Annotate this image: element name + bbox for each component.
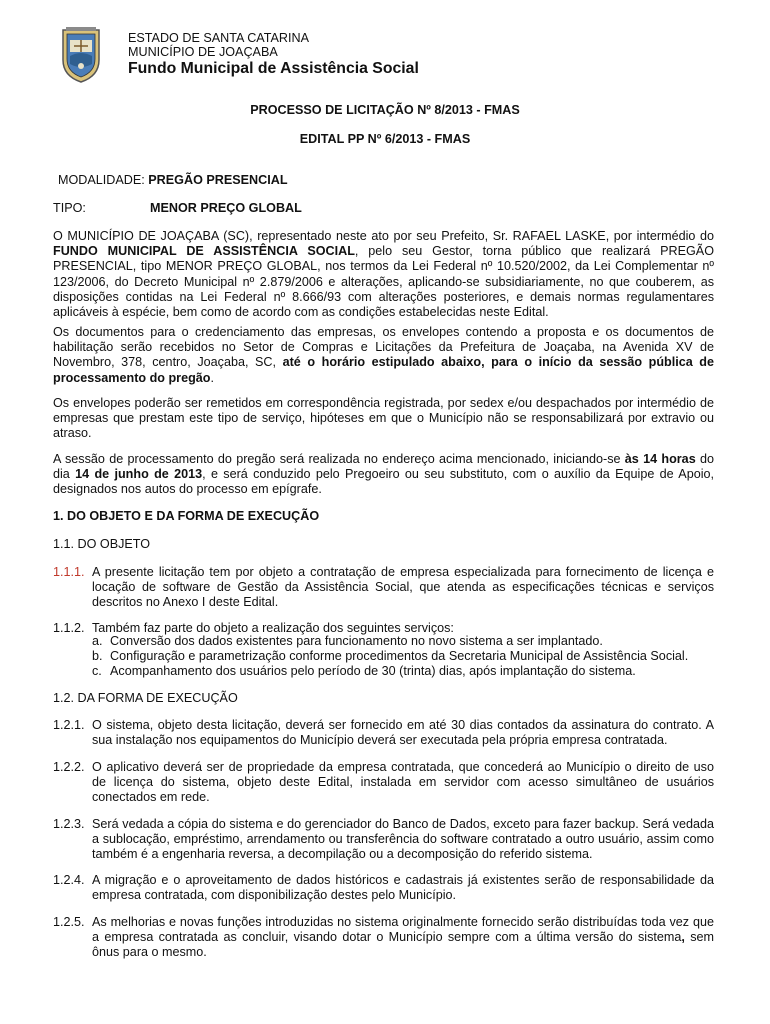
intro-text-a: O MUNICÍPIO DE JOAÇABA (SC), representado neste ato por seu Prefeito, Sr. RAFAEL LASKE, por intermédio do (53, 229, 714, 243)
tipo-value: MENOR PREÇO GLOBAL (150, 201, 302, 215)
item-text: Será vedada a cópia do sistema e do gerenciador do Banco de Dados, exceto para fazer backup. Será vedada a sublocação, empréstimo, arrendamento ou transferência do software contratado a outro usuário, assim como também é a engenharia reversa, a decompilação ou a decomposição do referido sistema. (92, 817, 714, 862)
item-number: 1.2.5. (53, 915, 85, 929)
item-number: 1.2.1. (53, 718, 85, 732)
letterhead-municipality: MUNICÍPIO DE JOAÇABA (128, 44, 278, 59)
item-number: 1.2.3. (53, 817, 85, 831)
documents-text-b: . (210, 370, 214, 385)
services-list (92, 634, 714, 680)
item-number: 1.1.1. (53, 565, 85, 579)
session-paragraph (53, 452, 714, 498)
letterhead-fund: Fundo Municipal de Assistência Social (128, 60, 419, 77)
documents-text-a: Os documentos para o credenciamento das empresas, os envelopes contendo a proposta e os documentos de habilitação serão recebidos no Setor de Compras e Licitações da Prefeitura de Joaçaba, na Avenida XV de Novembro, 378, centro, Joaçaba, SC, (53, 325, 714, 370)
envelopes-paragraph: Os envelopes poderão ser remetidos em correspondência registrada, por sedex e/ou despachados por intermédio de empresas que prestam este tipo de serviço, hipóteses em que o Município não se responsabilizará por extravio ou atraso. (53, 396, 714, 441)
item-text: A migração e o aproveitamento de dados históricos e cadastrais já existentes serão de responsabilidade da empresa contratada, com disponibilização destes pelo Município. (92, 873, 714, 903)
item-text-b: sem ônus para o mesmo. (92, 930, 714, 960)
item-text (92, 915, 714, 961)
list-item (92, 664, 714, 679)
list-item (92, 649, 714, 664)
tipo-line (53, 201, 302, 216)
item-text-bold: , (681, 930, 685, 945)
section-1-2-heading: 1.2. DA FORMA DE EXECUÇÃO (53, 691, 238, 705)
documents-paragraph (53, 325, 714, 386)
modalidade-label: MODALIDADE: (58, 173, 149, 187)
item-text: O aplicativo deverá ser de propriedade da empresa contratada, que concederá ao Município o direito de uso de licença do sistema, objeto deste Edital, instalada em servidor com acesso simultâneo de usuários conectados em rede. (92, 760, 714, 805)
list-letter: c. (92, 664, 102, 679)
municipal-coat-of-arms-icon (60, 26, 102, 84)
documents-text-bold: até o horário estipulado abaixo, para o início da sessão pública de processamento do pregão (53, 355, 714, 385)
modalidade-line (58, 173, 288, 188)
list-text: Configuração e parametrização conforme procedimentos da Secretaria Municipal de Assistência Social. (110, 649, 689, 664)
edital-title: EDITAL PP Nº 6/2013 - FMAS (299, 132, 471, 146)
intro-text-b: , pelo seu Gestor, torna público que realizará PREGÃO PRESENCIAL, tipo MENOR PREÇO GLOBAL, nos termos da Lei Federal nº 10.520/2002, da Lei Complementar nº 123/2006, do Decreto Municipal nº 2.879/2006 e alterações, aplicando-se subsidiariamente, no que couberem, as disposições contidas na Lei Federal nº 8.666/93 com alterações posteriores, e demais normas regulamentares aplicáveis à espécie, bem como de acordo com as condições estabelecidas neste Edital. (53, 244, 715, 320)
letterhead-state: ESTADO DE SANTA CATARINA (128, 31, 310, 45)
process-title: PROCESSO DE LICITAÇÃO Nº 8/2013 - FMAS (250, 103, 520, 117)
modalidade-value: PREGÃO PRESENCIAL (148, 173, 288, 187)
tipo-label: TIPO: (53, 201, 86, 215)
item-text: O sistema, objeto desta licitação, deverá ser fornecido em até 30 dias contados da assinatura do contrato. A sua instalação nos equipamentos do Município deverá ser executada pela própria empresa contratada. (92, 718, 714, 748)
session-text-a: A sessão de processamento do pregão será realizada no endereço acima mencionado, iniciando-se (53, 452, 625, 466)
session-date: 14 de junho de 2013 (75, 467, 203, 482)
session-text-c: , e será conduzido pelo Pregoeiro ou seu substituto, com o auxílio da Equipe de Apoio, designados nos autos do processo em epígrafe. (53, 467, 715, 497)
list-letter: b. (92, 649, 103, 664)
item-text: Também faz parte do objeto a realização dos seguintes serviços: (92, 621, 454, 635)
section-1-heading: 1. DO OBJETO E DA FORMA DE EXECUÇÃO (53, 509, 320, 523)
list-text: Acompanhamento dos usuários pelo período de 30 (trinta) dias, após implantação do sistema. (110, 664, 636, 679)
intro-paragraph (53, 229, 714, 320)
session-time: às 14 horas (624, 452, 696, 466)
letterhead (128, 32, 419, 79)
item-number: 1.2.2. (53, 760, 85, 774)
item-number: 1.1.2. (53, 621, 85, 635)
item-text: A presente licitação tem por objeto a contratação de empresa especializada para fornecimento de licença e locação de software de Gestão da Assistência Social, que atenda as especificações técnicas e serviços descritos no Anexo I deste Edital. (92, 565, 714, 610)
session-text-b: do dia (53, 452, 715, 482)
item-number: 1.2.4. (53, 873, 85, 887)
list-letter: a. (92, 634, 103, 648)
list-text: Conversão dos dados existentes para funcionamento no novo sistema a ser implantado. (110, 634, 603, 648)
list-item (92, 634, 714, 649)
intro-text-bold: FUNDO MUNICIPAL DE ASSISTÊNCIA SOCIAL (53, 244, 355, 259)
item-text-a: As melhorias e novas funções introduzidas no sistema originalmente fornecido serão distribuídas toda vez que a empresa contratada as concluir, visando dotar o Município sempre com a última versão do sistema (92, 915, 714, 945)
section-1-1-heading: 1.1. DO OBJETO (53, 537, 151, 551)
